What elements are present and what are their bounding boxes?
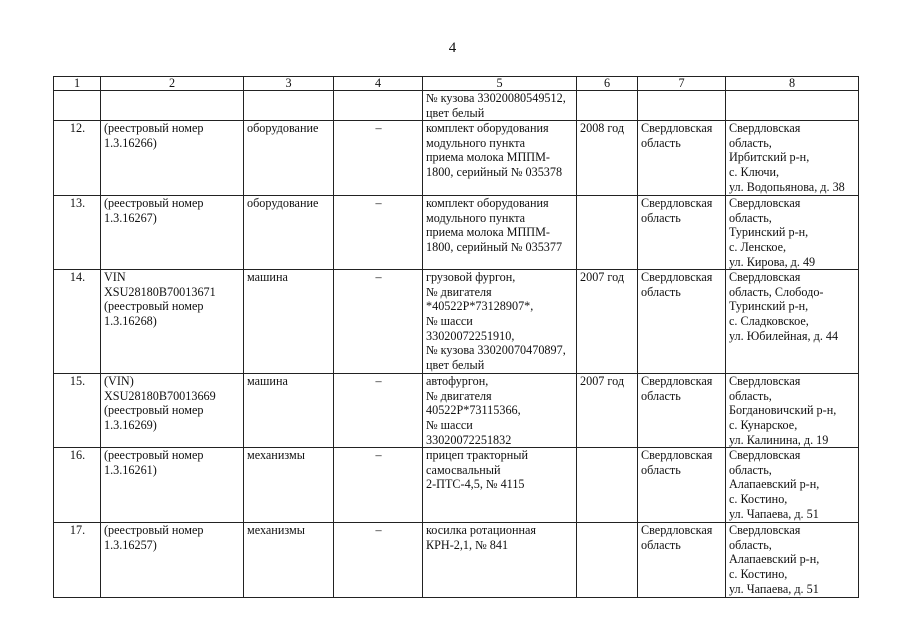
description-cell-line: № шасси	[426, 417, 473, 432]
year-cell	[577, 91, 638, 121]
description-cell-line: самосвальный	[426, 462, 501, 477]
table-row	[54, 523, 859, 598]
description-cell	[423, 91, 577, 121]
address-cell-line: с. Сладковское,	[729, 313, 809, 328]
year-cell	[577, 196, 638, 270]
region-cell	[638, 448, 726, 523]
address-cell-line: Ирбитский р-н,	[729, 150, 810, 165]
address-cell-line: с. Ленское,	[729, 239, 787, 254]
identifier-cell-line: (реестровый номер	[104, 523, 204, 538]
description-cell-line: КРН-2,1, № 841	[426, 537, 509, 552]
address-cell-line: область,	[729, 462, 772, 477]
identifier-cell-line: XSU28180B70013669	[104, 388, 216, 403]
column-header: 2	[101, 77, 244, 91]
region-cell	[638, 374, 726, 448]
description-cell-line: автофургон,	[426, 374, 489, 389]
description-cell-line: комплект оборудования	[426, 196, 549, 211]
region-cell	[638, 121, 726, 196]
identifier-cell	[101, 270, 244, 374]
year-cell	[577, 523, 638, 598]
region-cell-line: Свердловская	[641, 121, 713, 136]
address-cell	[726, 448, 859, 523]
address-cell-line: область,	[729, 537, 772, 552]
identifier-cell-line: (реестровый номер	[104, 196, 204, 211]
address-cell-line: ул. Кирова, д. 49	[729, 254, 816, 269]
column-header: 1	[54, 77, 101, 91]
identifier-cell	[101, 91, 244, 121]
region-cell-line: Свердловская	[641, 196, 713, 211]
column-4-cell: –	[334, 448, 423, 523]
column-header: 8	[726, 77, 859, 91]
description-cell-line: прицеп тракторный	[426, 448, 528, 463]
row-number-cell: 13.	[54, 196, 101, 270]
address-cell-line: ул. Водопьянова, д. 38	[729, 179, 845, 194]
address-cell-line: Туринский р-н,	[729, 299, 809, 314]
address-cell	[726, 91, 859, 121]
description-cell-line: № двигателя	[426, 388, 492, 403]
description-cell-line: 2-ПТС-4,5, № 4115	[426, 477, 525, 492]
description-cell-line: *40522Р*73128907*,	[426, 299, 534, 314]
column-header: 7	[638, 77, 726, 91]
table-row	[54, 270, 859, 374]
address-cell-line: с. Костино,	[729, 566, 788, 581]
column-header: 5	[423, 77, 577, 91]
column-4-cell: –	[334, 121, 423, 196]
identifier-cell-line: (реестровый номер	[104, 121, 204, 136]
description-cell-line: приема молока МППМ-	[426, 225, 550, 240]
address-cell-line: ул. Чапаева, д. 51	[729, 506, 819, 521]
row-number-cell: 14.	[54, 270, 101, 374]
description-cell-line: № кузова 33020070470897,	[426, 343, 566, 358]
page-number: 4	[448, 40, 457, 56]
identifier-cell-line: (VIN)	[104, 374, 134, 389]
year-cell: 2007 год	[577, 270, 638, 374]
region-cell-line: область	[641, 462, 681, 477]
address-cell	[726, 523, 859, 598]
column-header: 6	[577, 77, 638, 91]
description-cell-line: 1800, серийный № 035378	[426, 164, 563, 179]
description-cell-line: № двигателя	[426, 284, 492, 299]
row-number-cell: 17.	[54, 523, 101, 598]
address-cell-line: Свердловская	[729, 448, 801, 463]
property-type-cell: оборудование	[244, 121, 334, 196]
address-cell-line: Свердловская	[729, 196, 801, 211]
address-cell-line: область,	[729, 210, 772, 225]
region-cell-line: область	[641, 135, 681, 150]
description-cell	[423, 121, 577, 196]
address-cell-line: Свердловская	[729, 270, 801, 285]
region-cell-line: область	[641, 388, 681, 403]
description-cell-line: цвет белый	[426, 357, 485, 372]
column-4-cell: –	[334, 270, 423, 374]
address-cell-line: с. Кунарское,	[729, 417, 798, 432]
description-cell-line: грузовой фургон,	[426, 270, 516, 285]
property-type-cell: механизмы	[244, 448, 334, 523]
identifier-cell-line: VIN	[104, 270, 126, 285]
region-cell	[638, 270, 726, 374]
identifier-cell-line: (реестровый номер	[104, 403, 204, 418]
region-cell-line: область	[641, 210, 681, 225]
identifier-cell	[101, 448, 244, 523]
property-type-cell: машина	[244, 374, 334, 448]
column-header: 4	[334, 77, 423, 91]
address-cell-line: Алапаевский р-н,	[729, 552, 820, 567]
description-cell-line: модульного пункта	[426, 135, 526, 150]
region-cell-line: Свердловская	[641, 374, 713, 389]
table-row	[54, 374, 859, 448]
column-number-row	[54, 77, 859, 91]
year-cell: 2007 год	[577, 374, 638, 448]
property-type-cell: оборудование	[244, 196, 334, 270]
column-4-cell: –	[334, 374, 423, 448]
row-number-cell: 15.	[54, 374, 101, 448]
row-number-cell	[54, 91, 101, 121]
identifier-cell-line: (реестровый номер	[104, 448, 204, 463]
address-cell-line: область,	[729, 135, 772, 150]
description-cell	[423, 523, 577, 598]
address-cell	[726, 374, 859, 448]
property-type-cell	[244, 91, 334, 121]
address-cell	[726, 270, 859, 374]
identifier-cell-line: 1.3.16261)	[104, 462, 157, 477]
address-cell-line: Свердловская	[729, 121, 801, 136]
region-cell-line: область	[641, 284, 681, 299]
address-cell-line: ул. Калинина, д. 19	[729, 432, 829, 447]
row-number-cell: 16.	[54, 448, 101, 523]
description-cell-line: № кузова 33020080549512,	[426, 91, 566, 105]
identifier-cell-line: 1.3.16257)	[104, 537, 157, 552]
identifier-cell-line: XSU28180B70013671	[104, 284, 216, 299]
description-cell-line: модульного пункта	[426, 210, 526, 225]
description-cell	[423, 196, 577, 270]
description-cell	[423, 270, 577, 374]
address-cell-line: ул. Юбилейная, д. 44	[729, 328, 839, 343]
property-type-cell: машина	[244, 270, 334, 374]
column-4-cell: –	[334, 523, 423, 598]
column-4-cell: –	[334, 196, 423, 270]
property-table	[53, 76, 859, 598]
address-cell	[726, 196, 859, 270]
description-cell-line: 1800, серийный № 035377	[426, 239, 563, 254]
identifier-cell-line: (реестровый номер	[104, 299, 204, 314]
region-cell-line: Свердловская	[641, 523, 713, 538]
identifier-cell-line: 1.3.16268)	[104, 313, 157, 328]
identifier-cell-line: 1.3.16266)	[104, 135, 157, 150]
identifier-cell	[101, 121, 244, 196]
address-cell-line: Свердловская	[729, 374, 801, 389]
address-cell	[726, 121, 859, 196]
address-cell-line: ул. Чапаева, д. 51	[729, 581, 819, 596]
description-cell-line: комплект оборудования	[426, 121, 549, 136]
column-4-cell	[334, 91, 423, 121]
description-cell	[423, 374, 577, 448]
region-cell-line: Свердловская	[641, 448, 713, 463]
description-cell-line: 33020072251832	[426, 432, 512, 447]
description-cell-line: 40522Р*73115366,	[426, 403, 521, 418]
year-cell	[577, 448, 638, 523]
region-cell	[638, 523, 726, 598]
property-type-cell: механизмы	[244, 523, 334, 598]
region-cell	[638, 196, 726, 270]
address-cell-line: с. Костино,	[729, 491, 788, 506]
table-row	[54, 121, 859, 196]
column-header: 3	[244, 77, 334, 91]
identifier-cell	[101, 523, 244, 598]
row-number-cell: 12.	[54, 121, 101, 196]
identifier-cell-line: 1.3.16269)	[104, 417, 157, 432]
description-cell-line: приема молока МППМ-	[426, 150, 550, 165]
description-cell-line: 33020072251910,	[426, 328, 515, 343]
address-cell-line: Алапаевский р-н,	[729, 477, 820, 492]
description-cell-line: косилка ротационная	[426, 523, 537, 538]
table-row	[54, 448, 859, 523]
table-row	[54, 196, 859, 270]
address-cell-line: область,	[729, 388, 772, 403]
year-cell: 2008 год	[577, 121, 638, 196]
identifier-cell	[101, 196, 244, 270]
region-cell	[638, 91, 726, 121]
description-cell-line: № шасси	[426, 313, 473, 328]
address-cell-line: Туринский р-н,	[729, 225, 809, 240]
address-cell-line: Богдановичский р-н,	[729, 403, 837, 418]
description-cell	[423, 448, 577, 523]
region-cell-line: область	[641, 537, 681, 552]
description-cell-line: цвет белый	[426, 105, 485, 120]
table-row	[54, 91, 859, 121]
region-cell-line: Свердловская	[641, 270, 713, 285]
address-cell-line: Свердловская	[729, 523, 801, 538]
identifier-cell	[101, 374, 244, 448]
identifier-cell-line: 1.3.16267)	[104, 210, 157, 225]
address-cell-line: с. Ключи,	[729, 164, 780, 179]
address-cell-line: область, Слободо-	[729, 284, 824, 299]
